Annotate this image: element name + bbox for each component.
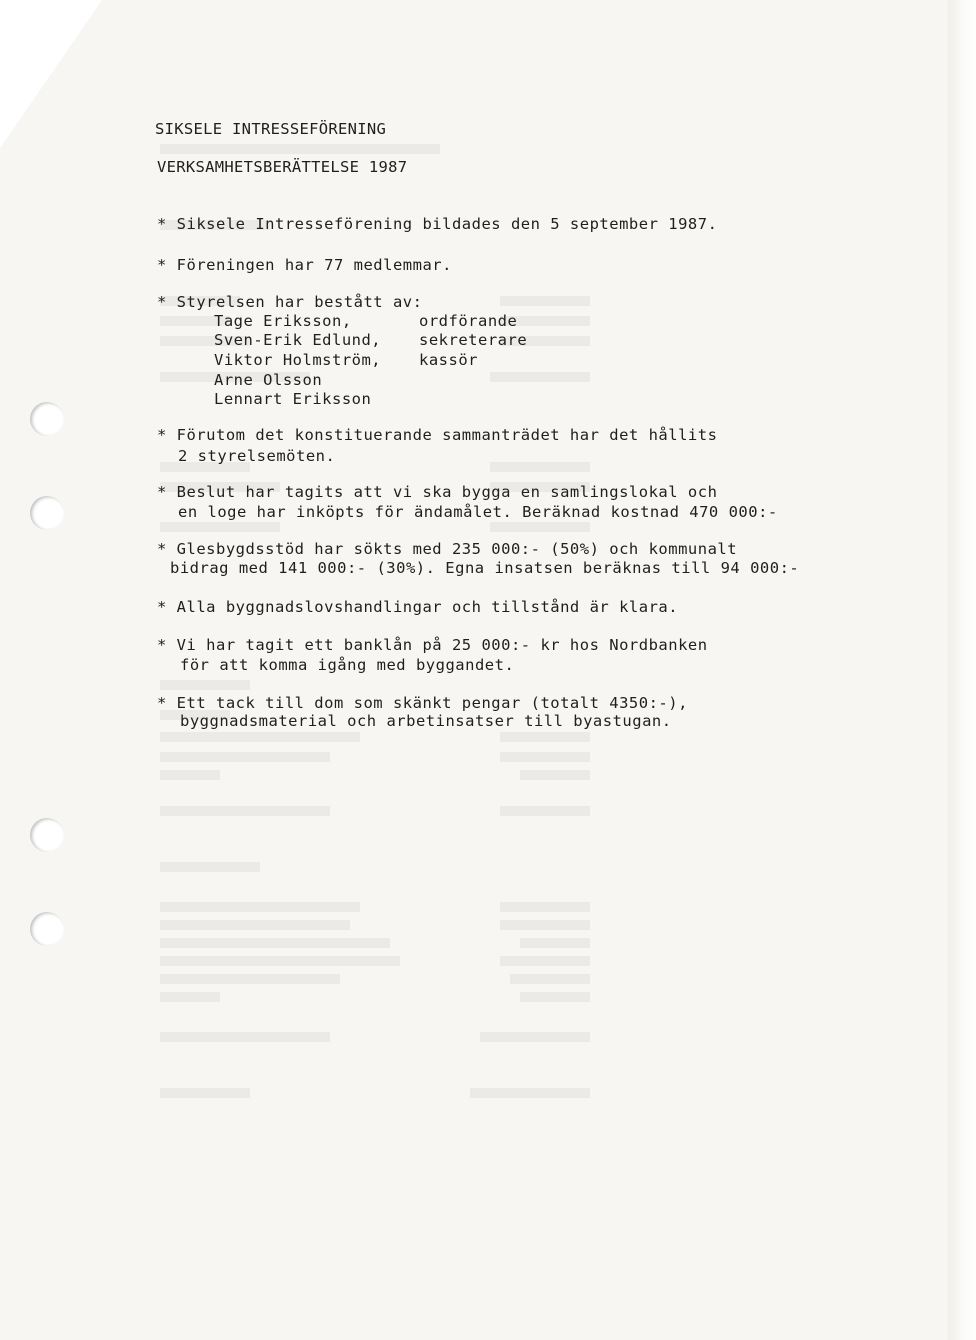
punch-hole-4	[30, 912, 64, 946]
item-board-heading: * Styrelsen har bestått av:	[157, 293, 423, 311]
item-members: * Föreningen har 77 medlemmar.	[157, 256, 452, 274]
item-meetings-cont: 2 styrelsemöten.	[178, 447, 336, 465]
item-funding-cont: bidrag med 141 000:- (30%). Egna insatsen beräknas till 94 000:-	[170, 559, 800, 577]
punch-hole-2	[30, 496, 64, 530]
punch-hole-1	[30, 402, 64, 436]
board-member-name: Lennart Eriksson	[214, 390, 372, 408]
punch-hole-3	[30, 818, 64, 852]
board-member-role: ordförande	[419, 312, 518, 330]
item-thanks: * Ett tack till dom som skänkt pengar (totalt 4350:-),	[157, 694, 688, 712]
page-edge	[948, 0, 976, 1340]
item-thanks-cont: byggnadsmaterial och arbetinsatser till byastugan.	[180, 712, 672, 730]
board-member-role: sekreterare	[419, 331, 528, 349]
folded-corner	[0, 0, 102, 148]
board-member-role: kassör	[419, 351, 478, 369]
board-member-name: Viktor Holmström,	[214, 351, 382, 369]
item-founded: * Siksele Intresseförening bildades den 5 september 1987.	[157, 215, 718, 233]
organization-name: SIKSELE INTRESSEFÖRENING	[155, 120, 387, 138]
item-funding: * Glesbygdsstöd har sökts med 235 000:- (50%) och kommunalt	[157, 540, 738, 558]
item-bank-loan-cont: för att komma igång med byggandet.	[180, 656, 515, 674]
item-permits: * Alla byggnadslovshandlingar och tillstånd är klara.	[157, 598, 679, 616]
item-bank-loan: * Vi har tagit ett banklån på 25 000:- kr hos Nordbanken	[157, 636, 708, 654]
board-member-name: Sven-Erik Edlund,	[214, 331, 382, 349]
item-building-decision: * Beslut har tagits att vi ska bygga en samlingslokal och	[157, 483, 718, 501]
item-meetings: * Förutom det konstituerande sammanträdet har det hållits	[157, 426, 718, 444]
item-building-decision-cont: en loge har inköpts för ändamålet. Beräknad kostnad 470 000:-	[178, 503, 778, 521]
report-title: VERKSAMHETSBERÄTTELSE 1987	[157, 158, 408, 176]
board-member-name: Arne Olsson	[214, 371, 323, 389]
board-member-name: Tage Eriksson,	[214, 312, 352, 330]
